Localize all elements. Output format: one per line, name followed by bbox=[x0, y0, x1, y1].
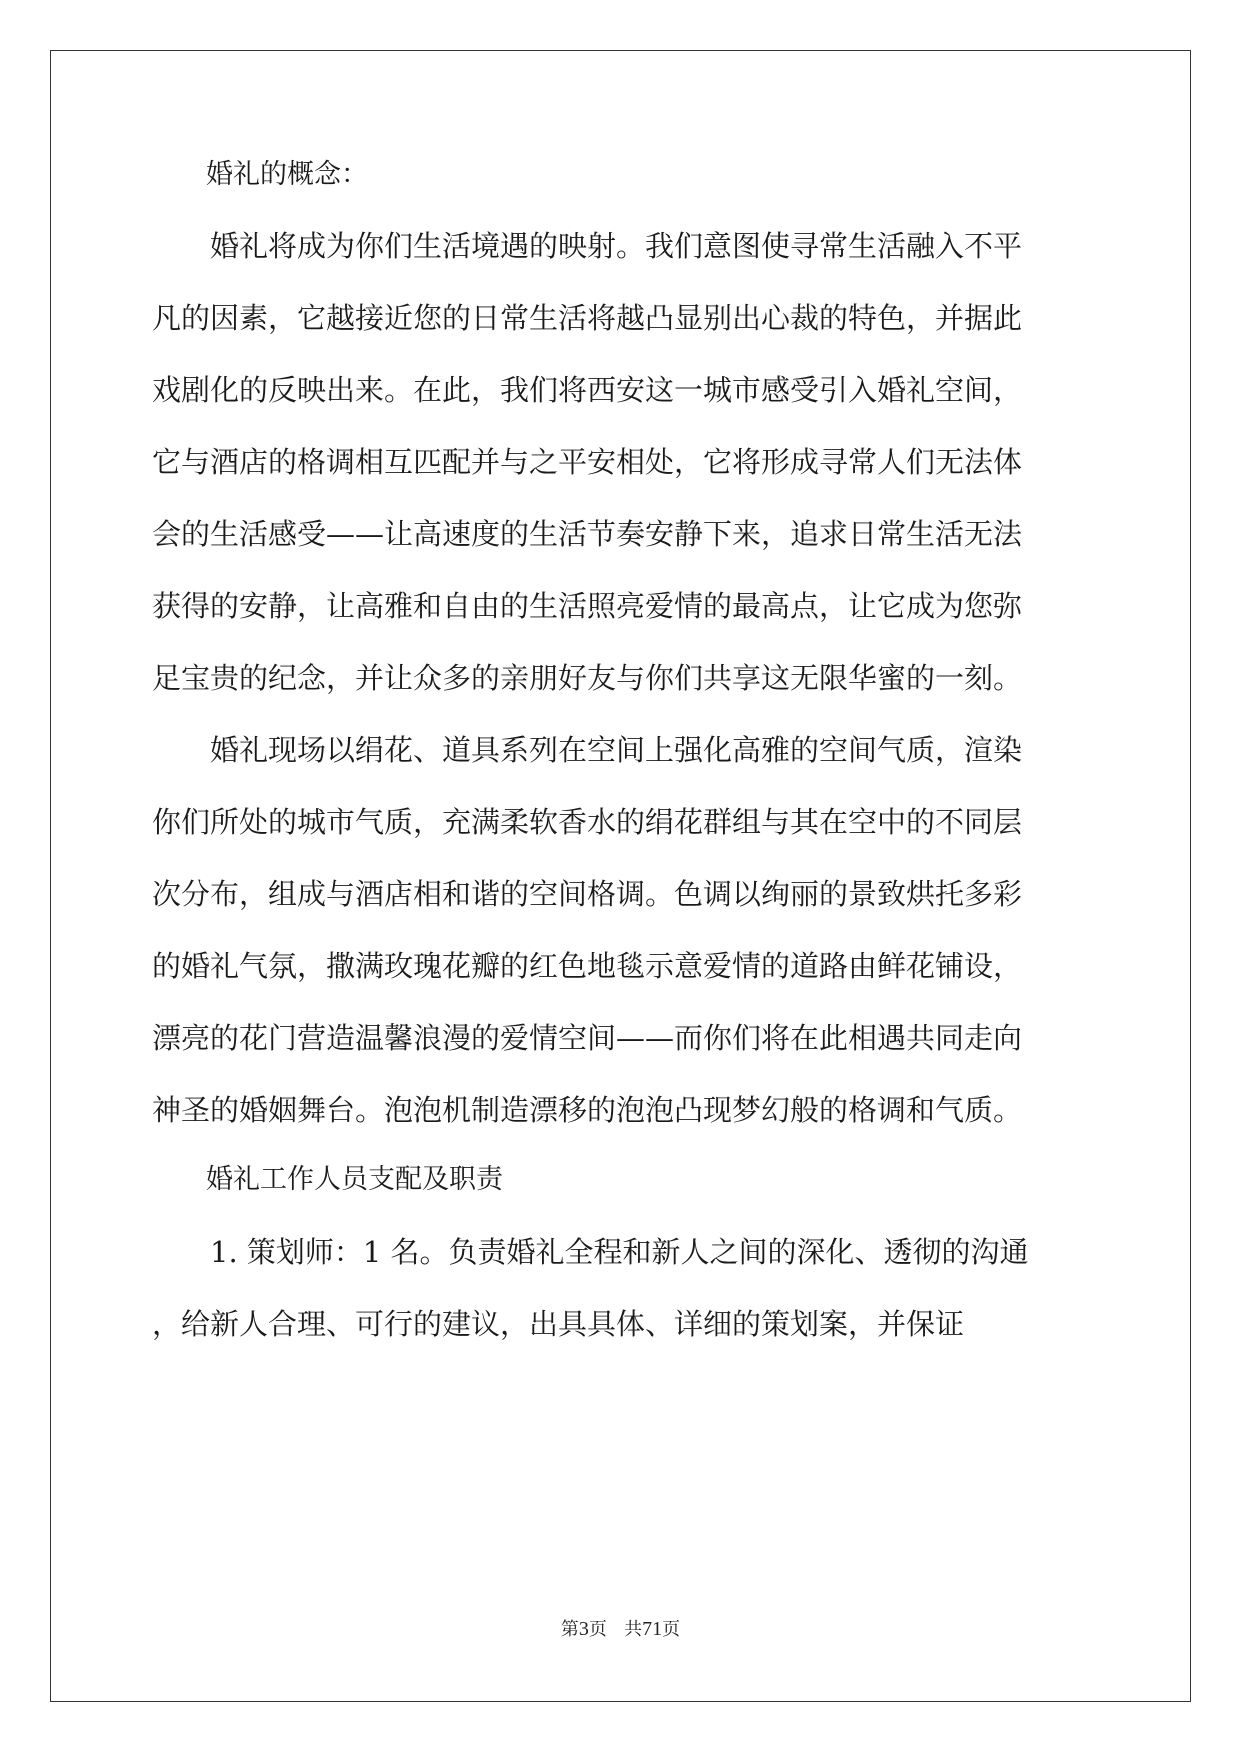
paragraph-line: 神圣的婚姻舞台。泡泡机制造漂移的泡泡凸现梦幻般的格调和气质。 bbox=[152, 1093, 1023, 1127]
footer-prefix: 第 bbox=[560, 1619, 579, 1640]
paragraph-line: 它与酒店的格调相互匹配并与之平安相处，它将形成寻常人们无法体 bbox=[152, 445, 1023, 479]
current-page-number: 3 bbox=[578, 1618, 589, 1640]
paragraph-line: 足宝贵的纪念，并让众多的亲朋好友与你们共享这无限华蜜的一刻。 bbox=[152, 661, 1023, 695]
footer-total-prefix: 共 bbox=[624, 1619, 643, 1640]
paragraph-line: 婚礼现场以绢花、道具系列在空间上强化高雅的空间气质，渲染 bbox=[152, 733, 1023, 767]
heading-staff-arrangement: 婚礼工作人员支配及职责 bbox=[152, 1164, 503, 1195]
paragraph-line: 凡的因素，它越接近您的日常生活将越凸显别出心裁的特色，并据此 bbox=[152, 301, 1023, 335]
paragraph-line: 获得的安静，让高雅和自由的生活照亮爱情的最高点，让它成为您弥 bbox=[152, 589, 1023, 623]
paragraph-line: 你们所处的城市气质，充满柔软香水的绢花群组与其在空中的不同层 bbox=[152, 805, 1023, 839]
paragraph-line: ，给新人合理、可行的建议，出具具体、详细的策划案，并保证 bbox=[152, 1307, 965, 1341]
page-number-footer bbox=[0, 1618, 1241, 1641]
paragraph-line: 漂亮的花门营造温馨浪漫的爱情空间——而你们将在此相遇共同走向 bbox=[152, 1021, 1023, 1055]
paragraph-line: 的婚礼气氛，撒满玫瑰花瓣的红色地毯示意爱情的道路由鲜花铺设， bbox=[152, 949, 1023, 983]
paragraph-line: 婚礼将成为你们生活境遇的映射。我们意图使寻常生活融入不平 bbox=[152, 229, 1023, 263]
paragraph-line: 会的生活感受——让高速度的生活节奏安静下来，追求日常生活无法 bbox=[152, 517, 1023, 551]
paragraph-line: 次分布，组成与酒店相和谐的空间格调。色调以绚丽的景致烘托多彩 bbox=[152, 877, 1023, 911]
footer-total-unit: 页 bbox=[662, 1619, 681, 1640]
total-page-number: 71 bbox=[642, 1618, 663, 1640]
list-item-planner: 1. 策划师：1 名。负责婚礼全程和新人之间的深化、透彻的沟通 bbox=[152, 1235, 1029, 1269]
footer-page-unit: 页 bbox=[588, 1619, 607, 1640]
paragraph-line: 戏剧化的反映出来。在此，我们将西安这一城市感受引入婚礼空间， bbox=[152, 373, 1023, 407]
heading-wedding-concept: 婚礼的概念： bbox=[152, 159, 368, 190]
